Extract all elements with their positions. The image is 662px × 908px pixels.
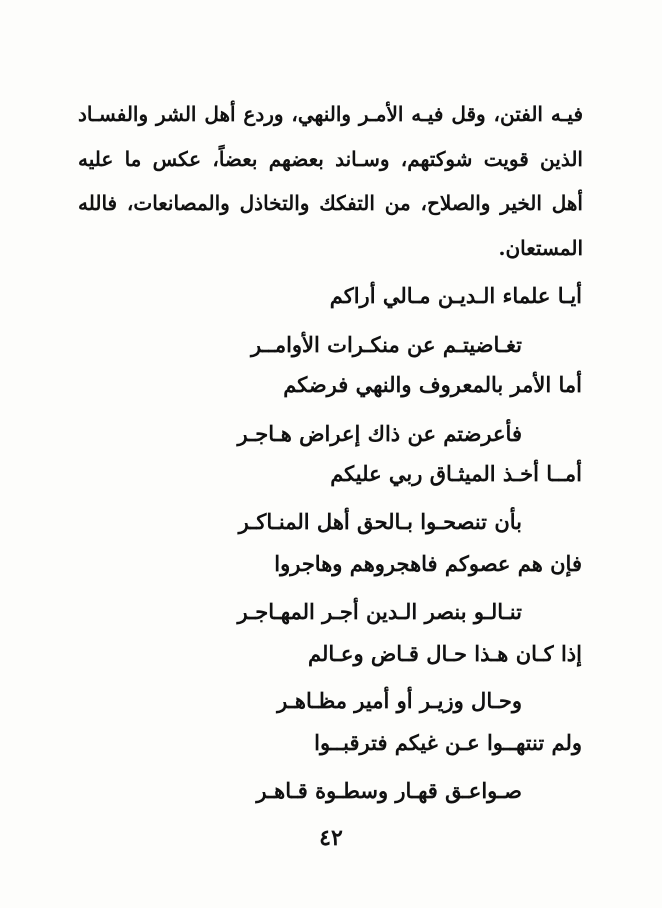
prose-line: فيـه الفتن، وقل فيـه الأمـر والنهي، وردع أهل الشر والفسـاد [78,102,583,126]
verse-hemistich-first: إذا كـان هـذا حـال قـاض وعـالم [308,641,582,666]
verse-hemistich-first: فإن هم عصوكم فاهجروهم وهاجروا [274,551,582,576]
verse-hemistich-first: أيـا علماء الـديـن مـالي أراكم [329,283,582,308]
prose-line: أهل الخير والصلاح، من التفكك والتخاذل والمصانعات، فالله [78,191,583,215]
prose-line: المستعان. [498,235,583,260]
verse-hemistich-second: فأعرضتم عن ذاك إعراض هـاجـر [237,421,522,446]
page-number: ٤٢ [319,825,343,851]
verse-hemistich-second: بأن تنصحـوا بـالحق أهل المنـاكـر [238,509,522,534]
verse-hemistich-first: ولم تنتهــوا عـن غيكم فترقبــوا [314,730,582,755]
verse-hemistich-first: أما الأمر بالمعروف والنهي فرضكم [283,372,582,397]
verse-hemistich-second: تغـاضيتـم عن منكـرات الأوامــر [250,332,522,357]
prose-line: الذين قويت شوكتهم، وسـاند بعضهم بعضاً، عكس ما عليه [78,146,583,171]
prose-paragraph [78,92,583,270]
verse-hemistich-second: صـواعـق قهـار وسطـوة قـاهـر [256,778,522,803]
verse-hemistich-first: أمــا أخـذ الميثـاق ربي عليكم [330,461,582,486]
verse-hemistich-second: وحـال وزيـر أو أمير مظـاهـر [277,688,522,713]
verse-hemistich-second: تنـالـو بنصر الـدين أجـر المهـاجـر [237,599,522,624]
